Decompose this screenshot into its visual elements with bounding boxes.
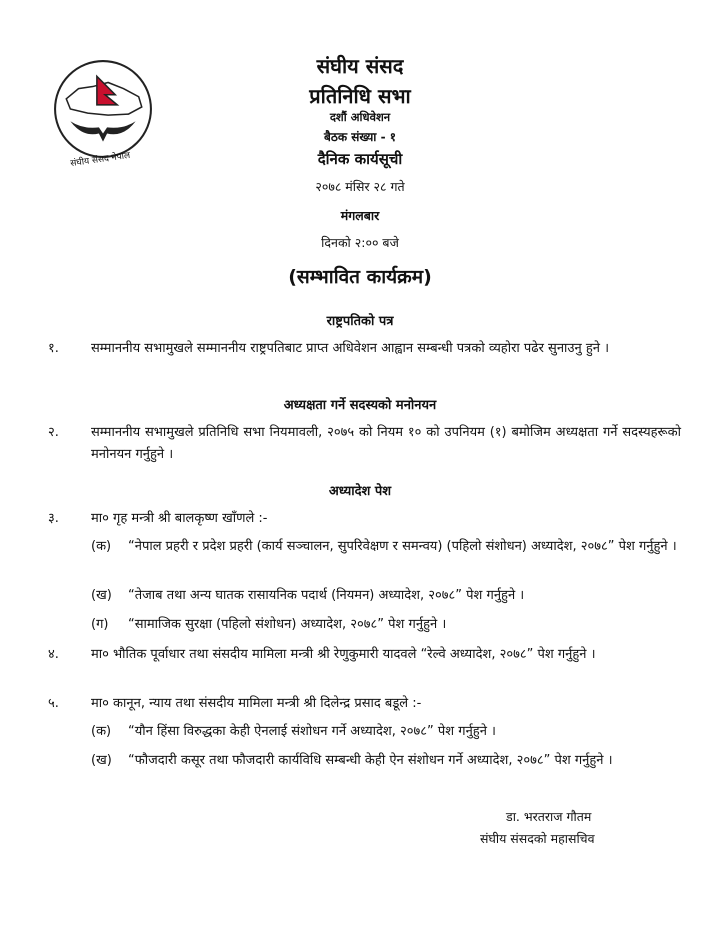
- day-label: मंगलबार: [340, 208, 380, 223]
- item-text: सम्माननीय सभामुखले प्रतिनिधि सभा नियमावली, २०७५ को नियम १० को उपनियम (१) बमोजिम अध्यक्षता गर्ने सदस्यहरूको मनोनयन गर्नुहुने ।: [91, 425, 681, 462]
- section-heading-ordinance: अध्यादेश पेश: [328, 484, 392, 499]
- sub-item-text: “यौन हिंसा विरुद्धका केही ऐनलाई संशोधन गर्ने अध्यादेश, २०७८” पेश गर्नुहुने ।: [128, 724, 496, 739]
- item-number: ४.: [48, 647, 59, 662]
- item-number: २.: [48, 425, 59, 440]
- date-label: २०७८ मंसिर २८ गते: [315, 179, 405, 194]
- item-number: ५.: [48, 696, 59, 711]
- sub-item-text: “तेजाब तथा अन्य घातक रासायनिक पदार्थ (नियमन) अध्यादेश, २०७८” पेश गर्नुहुने ।: [128, 588, 525, 603]
- emblem-caption: संघीय संसद नेपाल: [69, 150, 131, 170]
- sub-item-text: “सामाजिक सुरक्षा (पहिलो संशोधन) अध्यादेश, २०७८” पेश गर्नुहुने ।: [128, 617, 447, 632]
- time-label: दिनको २:०० बजे: [321, 235, 399, 250]
- session-label: दशौं अधिवेशन: [329, 110, 391, 124]
- page-subtitle: प्रतिनिधि सभा: [309, 84, 411, 108]
- item-number: १.: [48, 341, 59, 356]
- sub-item-label: (ग): [91, 617, 109, 632]
- item-text: मा० कानून, न्याय तथा संसदीय मामिला मन्त्री श्री दिलेन्द्र प्रसाद बडूले :-: [91, 696, 422, 711]
- sub-item-text: “फौजदारी कसूर तथा फौजदारी कार्यविधि सम्बन्धी केही ऐन संशोधन गर्ने अध्यादेश, २०७८” पेश गर्नुहुने ।: [128, 753, 613, 768]
- meeting-number: बैठक संख्या - १: [324, 130, 396, 144]
- item-number: ३.: [48, 511, 59, 526]
- item-text: मा० भौतिक पूर्वाधार तथा संसदीय मामिला मन्त्री श्री रेणुकुमारी यादवले “रेल्वे अध्यादेश, २०७८” पेश गर्नुहुने ।: [91, 647, 596, 662]
- sub-item-label: (क): [91, 724, 112, 739]
- section-heading-president-letter: राष्ट्रपतिको पत्र: [326, 314, 394, 329]
- item-text: सम्माननीय सभामुखले सम्माननीय राष्ट्रपतिबाट प्राप्त अधिवेशन आह्वान सम्बन्धी पत्रको व्यहोरा पढेर सुनाउनु हुने ।: [91, 341, 610, 356]
- document-title: दैनिक कार्यसूची: [317, 150, 403, 168]
- sub-item-label: (ख): [91, 588, 112, 603]
- sub-item-label: (क): [91, 539, 112, 554]
- page-title: संघीय संसद: [316, 54, 404, 78]
- item-text: मा० गृह मन्त्री श्री बालकृष्ण खाँणले :-: [91, 511, 268, 526]
- sub-item-text: “नेपाल प्रहरी र प्रदेश प्रहरी (कार्य सञ्चालन, सुपरिवेक्षण र समन्वय) (पहिलो संशोधन) अध्यादेश, २०७८” पेश गर्नुहुने ।: [128, 539, 677, 554]
- signatory-name: डा. भरतराज गौतम: [506, 809, 592, 824]
- section-heading-nomination: अध्यक्षता गर्ने सदस्यको मनोनयन: [283, 398, 437, 413]
- sub-item-label: (ख): [91, 753, 112, 768]
- program-heading: (सम्भावित कार्यक्रम): [288, 266, 432, 288]
- signatory-title: संघीय संसदको महासचिव: [480, 831, 595, 846]
